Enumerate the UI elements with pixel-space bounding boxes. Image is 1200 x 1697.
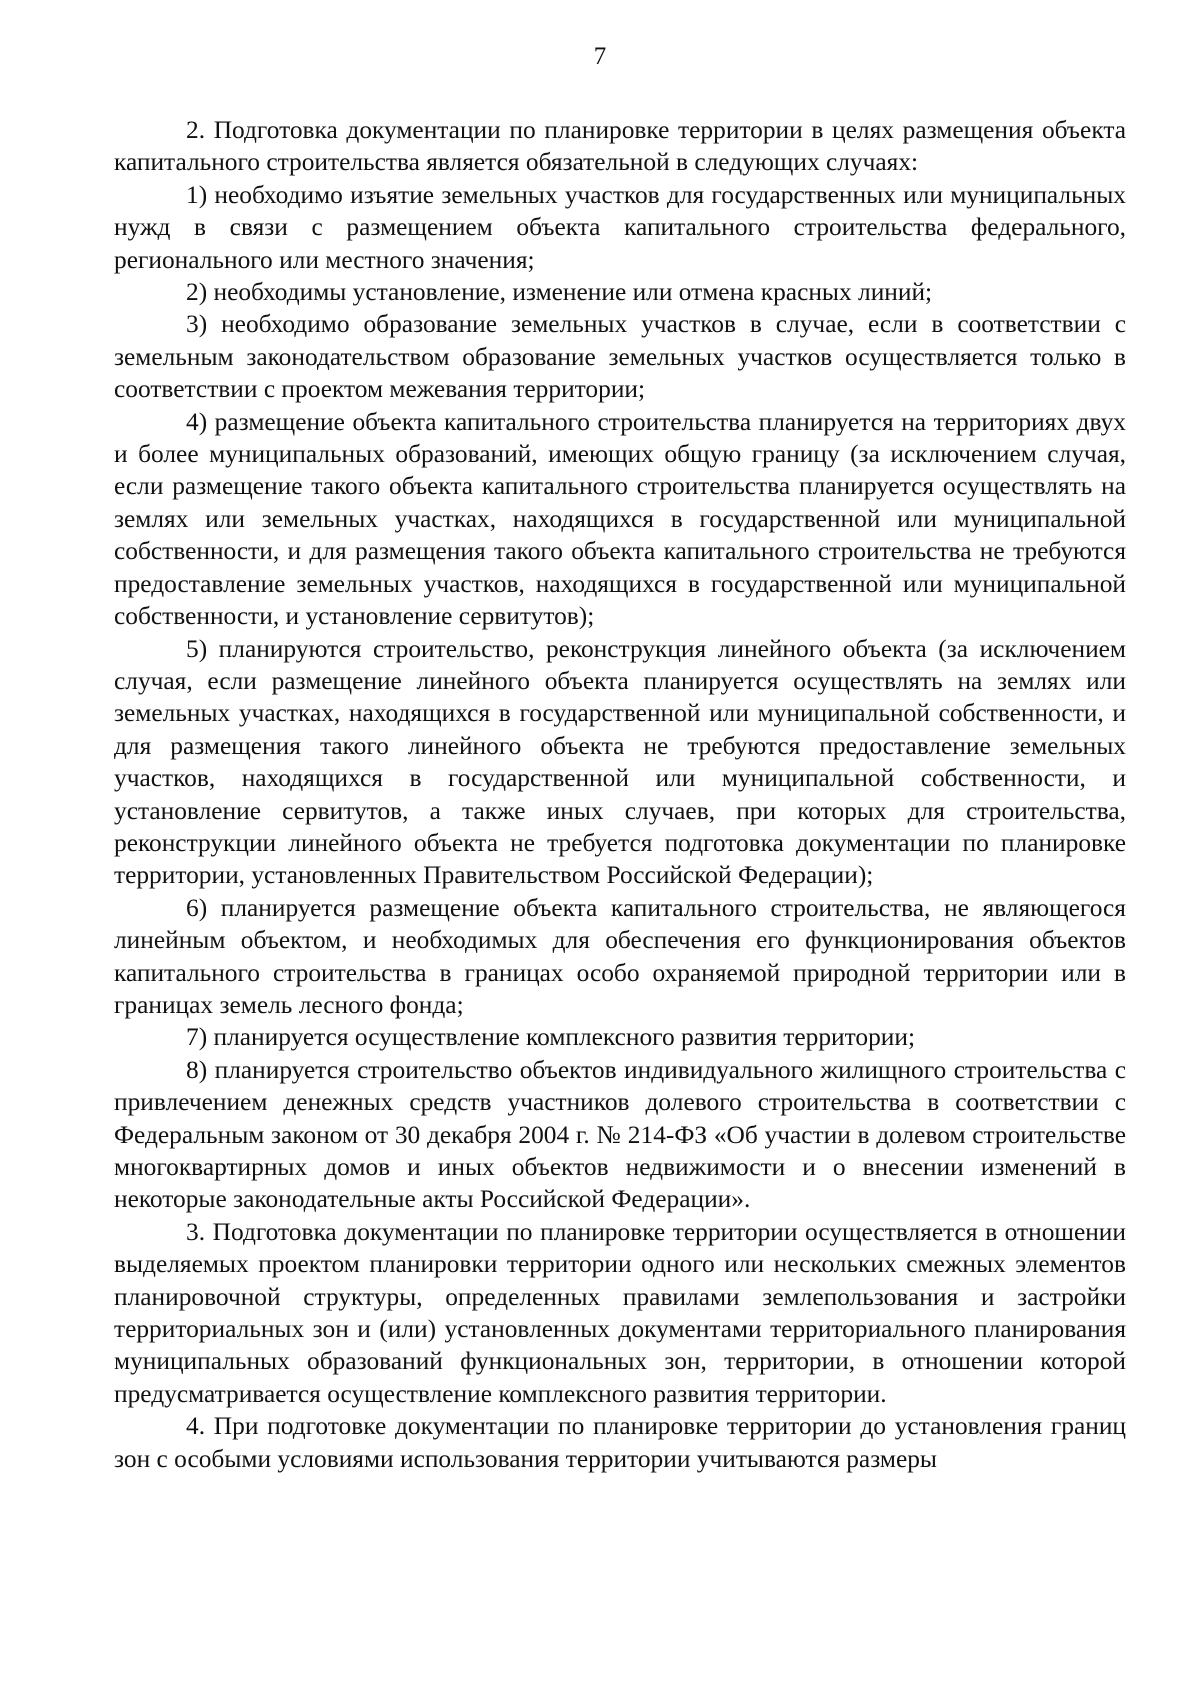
list-item-8: 8) планируется строительство объектов индивидуального жилищного строительства с привлечением денежных средств участников долевого строительства в соответствии с Федеральным законом от 30 декабря 2004 г. № 214-ФЗ «Об участии в долевом строительстве многоквартирных домов и иных объектов недвижимости и о внесении изменений в некоторые законодательные акты Российской Федерации». bbox=[114, 1055, 1126, 1214]
list-item-6: 6) планируется размещение объекта капитального строительства, не являющегося линейным объектом, и необходимых для обеспечения его функционирования объектов капитального строительства в границах особо охраняемой природной территории или в границах земель лесного фонда; bbox=[114, 893, 1126, 1019]
list-item-5: 5) планируются строительство, реконструкция линейного объекта (за исключением случая, если размещение линейного объекта планируется осуществлять на землях или земельных участках, находящихся в государственной или муниципальной собственности, и для размещения такого линейного объекта не требуются предоставление земельных участков, находящихся в государственной или муниципальной собственности, и установление сервитутов, а также иных случаев, при которых для строительства, реконструкции линейного объекта не требуется подготовка документации по планировке территории, установленных Правительством Российской Федерации); bbox=[114, 634, 1126, 890]
paragraph-3: 3. Подготовка документации по планировке территории осуществляется в отношении выделяемых проектом планировки территории одного или нескольких смежных элементов планировочной структуры, определенных правилами землепользования и застройки территориальных зон и (или) установленных документами территориального планирования муниципальных образований функциональных зон, территории, в отношении которой предусматривается осуществление комплексного развития территории. bbox=[114, 1217, 1126, 1408]
list-item-2: 2) необходимы установление, изменение или отмена красных линий; bbox=[186, 278, 933, 307]
paragraph-2-intro: 2. Подготовка документации по планировке территории в целях размещения объекта капитального строительства является обязательной в следующих случаях: bbox=[114, 116, 1126, 177]
paragraph-4: 4. При подготовке документации по планировке территории до установления границ зон с особыми условиями использования территории учитываются размеры bbox=[114, 1412, 1126, 1473]
page-number: 7 bbox=[593, 43, 607, 70]
list-item-3: 3) необходимо образование земельных участков в случае, если в соответствии с земельным законодательством образование земельных участков осуществляется только в соответствии с проектом межевания территории; bbox=[114, 310, 1126, 404]
document-body bbox=[114, 114, 1126, 1475]
list-item-1: 1) необходимо изъятие земельных участков для государственных или муниципальных нужд в связи с размещением объекта капитального строительства федерального, регионального или местного значения; bbox=[114, 180, 1126, 274]
list-item-7: 7) планируется осуществление комплексного развития территории; bbox=[186, 1023, 916, 1052]
list-item-4: 4) размещение объекта капитального строительства планируется на территориях двух и более муниципальных образований, имеющих общую границу (за исключением случая, если размещение такого объекта капитального строительства планируется осуществлять на землях или земельных участках, находящихся в государственной или муниципальной собственности, и для размещения такого объекта капитального строительства не требуются предоставление земельных участков, находящихся в государственной или муниципальной собственности, и установление сервитутов); bbox=[114, 407, 1126, 631]
